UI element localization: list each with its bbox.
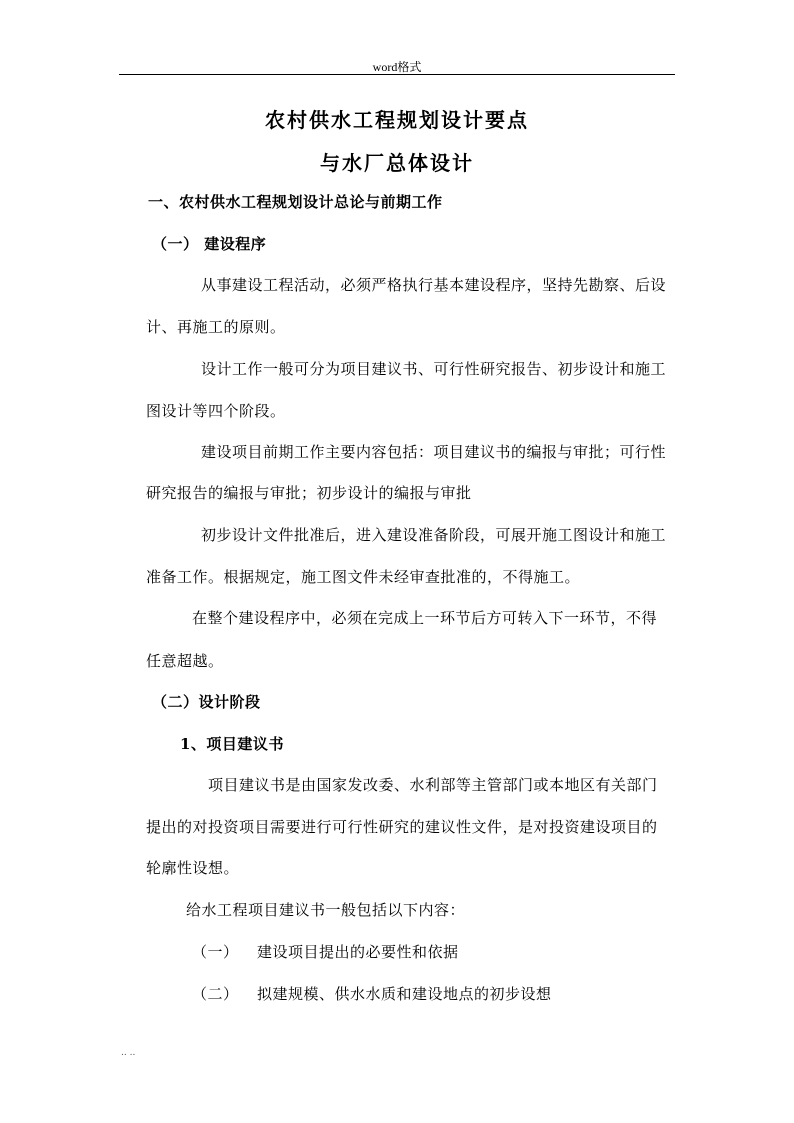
paragraph-5-line-2: 任意超越。 (146, 652, 224, 670)
document-subtitle: 与水厂总体设计 (320, 151, 474, 175)
paragraph-2-line-2: 图设计等四个阶段。 (146, 402, 286, 420)
subsection-heading-design-stages: （二）设计阶段 (152, 693, 261, 711)
paragraph-3-line-1: 建设项目前期工作主要内容包括：项目建议书的编报与审批；可行性 (201, 443, 667, 461)
list-item-text: 拟建规模、供水水质和建设地点的初步设想 (257, 985, 552, 1003)
list-item-text: 建设项目提出的必要性和依据 (257, 943, 459, 961)
paragraph-1-line-1: 从事建设工程活动，必须严格执行基本建设程序，坚持先勘察、后设 (201, 276, 667, 294)
paragraph-3-line-2: 研究报告的编报与审批；初步设计的编报与审批 (146, 484, 472, 502)
document-title: 农村供水工程规划设计要点 (265, 108, 529, 132)
section-heading-1: 一、农村供水工程规划设计总论与前期工作 (148, 193, 443, 211)
paragraph-6-line-3: 轮廓性设想。 (146, 859, 240, 877)
header-rule (119, 74, 675, 75)
list-item-num: （二） (192, 985, 239, 1003)
page-header: word格式 (372, 60, 422, 74)
paragraph-7-line-1: 给水工程项目建议书一般包括以下内容： (186, 901, 466, 919)
paragraph-2-line-1: 设计工作一般可分为项目建议书、可行性研究报告、初步设计和施工 (201, 360, 667, 378)
paragraph-6-line-1: 项目建议书是由国家发改委、水利部等主管部门或本地区有关部门 (208, 776, 658, 794)
subsection-heading-construction-procedure: （一） 建设程序 (152, 235, 267, 253)
paragraph-4-line-2: 准备工作。根据规定，施工图文件未经审查批准的，不得施工。 (146, 568, 581, 586)
paragraph-1-line-2: 计、再施工的原则。 (146, 318, 286, 336)
paragraph-4-line-1: 初步设计文件批准后，进入建设准备阶段，可展开施工图设计和施工 (201, 526, 667, 544)
page-footer: .. .. (121, 1048, 136, 1058)
list-item-num: （一） (192, 943, 239, 961)
paragraph-6-line-2: 提出的对投资项目需要进行可行性研究的建议性文件，是对投资建设项目的 (146, 818, 658, 836)
paragraph-5-line-1: 在整个建设程序中，必须在完成上一环节后方可转入下一环节，不得 (192, 609, 658, 627)
item-heading-project-proposal: 1、项目建议书 (180, 735, 284, 753)
